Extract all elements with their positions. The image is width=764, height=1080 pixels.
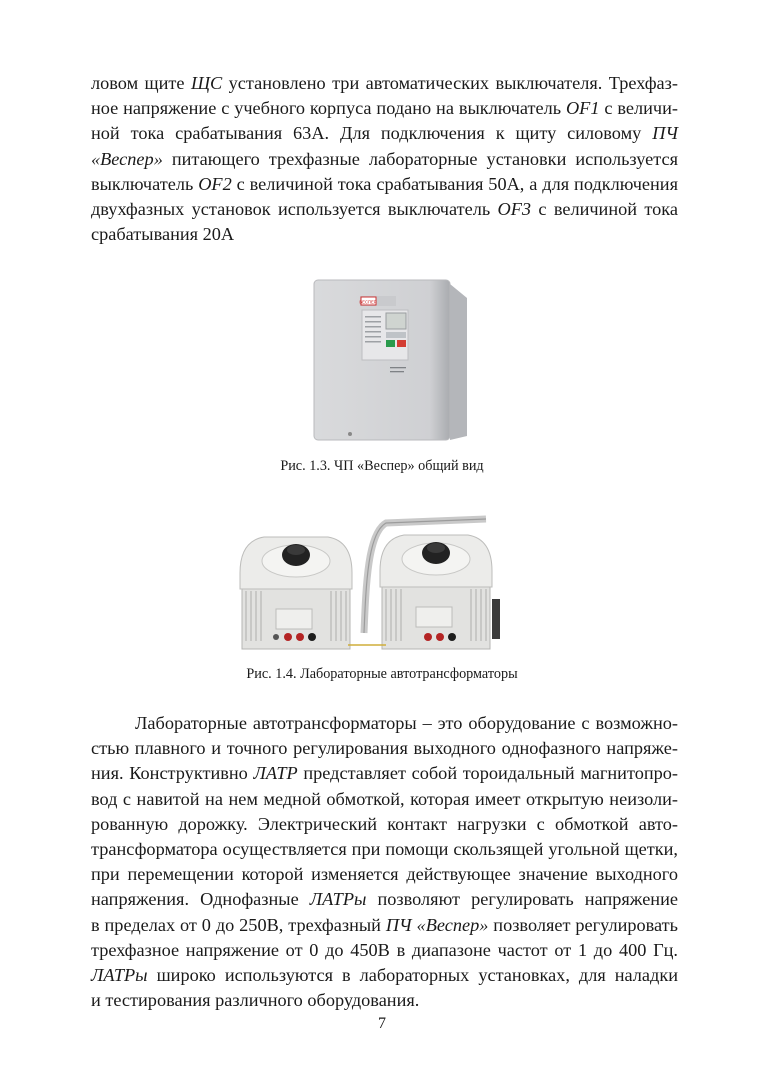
italic-term: ПЧ «Веспер» — [385, 914, 489, 935]
text-run: стью плавного и точного регулирования выходного однофазного напряже- — [91, 738, 678, 759]
text-line — [91, 121, 678, 146]
text-run: с величиной тока срабатывания 50А, а для подключения — [231, 173, 678, 194]
page-number: 7 — [378, 1015, 386, 1032]
autotransformer-right — [380, 535, 500, 649]
text-run: ной тока срабатывания 63А. Для подключения к щиту силовому — [91, 123, 653, 144]
italic-term: ЛАТР — [253, 763, 298, 784]
text-run: напряжения. Однофазные — [91, 889, 310, 910]
device-brand-label: ВЕСПЕР — [359, 299, 377, 305]
italic-term: ЛАТРы — [91, 965, 148, 986]
text-run: трансформатора осуществляется при помощи скользящей угольной щетки, — [91, 839, 678, 860]
italic-term: OF3 — [497, 199, 532, 220]
figure-caption-1-3: Рис. 1.3. ЧП «Веспер» общий вид — [280, 458, 484, 474]
text-line — [91, 913, 678, 938]
text-run: рованную дорожку. Электрический контакт нагрузки с обмоткой авто- — [91, 813, 678, 834]
text-line — [91, 887, 678, 912]
text-run: при перемещении которой изменяется действующее значение выходного — [91, 864, 678, 885]
text-line — [91, 862, 678, 887]
text-run: выключатель — [91, 173, 199, 194]
text-run: Лабораторные автотрансформаторы – это оборудование с возможно- — [135, 713, 678, 733]
text-line — [91, 197, 678, 222]
text-line — [91, 812, 678, 837]
paragraph-intro — [91, 71, 678, 247]
text-line — [91, 963, 678, 988]
autotransformers-image — [236, 513, 526, 659]
text-line — [91, 222, 678, 247]
autotransformer-left — [240, 537, 352, 649]
text-line — [91, 761, 678, 786]
paragraph-autotransformers — [91, 711, 678, 1013]
text-run: в пределах от 0 до 250В, трехфазный — [91, 914, 386, 935]
text-line — [91, 787, 678, 812]
text-line — [91, 988, 678, 1013]
text-run: ловом щите — [91, 73, 191, 93]
text-line — [91, 736, 678, 761]
text-line — [91, 938, 678, 963]
text-run: широко используются в лабораторных установках, для наладки — [147, 965, 678, 986]
vesper-converter-image — [312, 276, 472, 446]
text-run: позволяет регулировать — [488, 914, 679, 935]
text-run: с величи- — [599, 98, 678, 119]
text-run: ное напряжение с учебного корпуса подано на выключатель — [91, 98, 566, 119]
text-line — [91, 96, 678, 121]
italic-term: OF1 — [565, 98, 600, 119]
text-run: вод с навитой на нем медной обмоткой, которая имеет открытую неизоли- — [91, 788, 678, 809]
text-line — [91, 172, 678, 197]
text-line — [91, 837, 678, 862]
italic-term: «Веспер» — [91, 148, 163, 169]
text-run: ния. Конструктивно — [91, 763, 254, 784]
text-line — [91, 71, 678, 96]
text-run: позволяют регулировать напряжение — [366, 889, 678, 910]
text-run: установлено три автоматических выключателя. Трехфаз- — [222, 73, 678, 93]
text-run: представляет собой тороидальный магнитопро- — [297, 763, 678, 784]
figure-caption-1-4: Рис. 1.4. Лабораторные автотрансформаторы — [246, 666, 518, 682]
text-run: с величиной тока — [531, 199, 678, 220]
italic-term: ЛАТРы — [309, 889, 367, 910]
text-run: и тестирования различного оборудования. — [91, 990, 420, 1011]
text-line — [91, 147, 678, 172]
text-run: питающего трехфазные лабораторные установки используется — [162, 148, 678, 169]
text-line — [91, 711, 678, 736]
text-run: срабатывания 20А — [91, 224, 235, 245]
italic-term: OF2 — [198, 173, 232, 194]
italic-term: ЩС — [190, 73, 223, 93]
text-run: двухфазных установок используется выключатель — [91, 199, 498, 220]
text-run: трехфазное напряжение от 0 до 450В в диапазоне частот от 1 до 400 Гц. — [91, 939, 678, 960]
italic-term: ПЧ — [652, 123, 678, 144]
